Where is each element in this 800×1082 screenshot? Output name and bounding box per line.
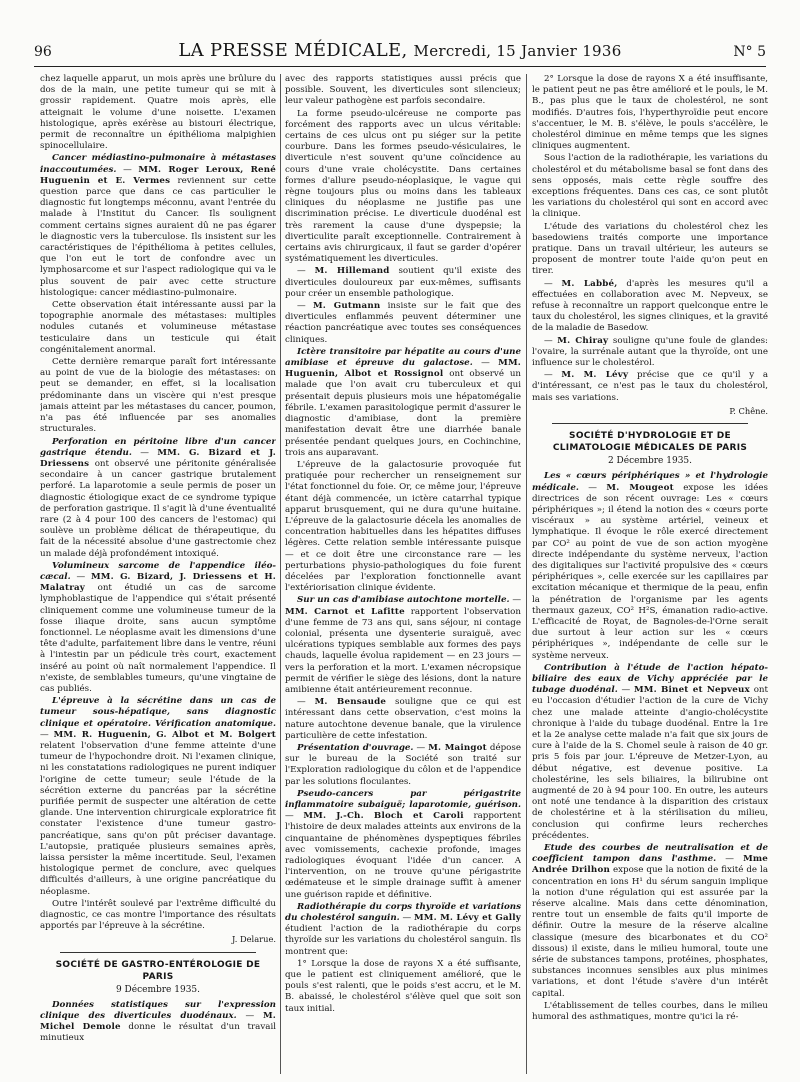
article-authors: MM. Roger Leroux, René Huguenin et E. Vermes xyxy=(40,164,276,186)
comment-text: d'après les mesures qu'il a effectuées en collaboration avec M. Nepveux, se refuse à reconnaître un rapport quelconque entre le taux du cholestérol, les signes cliniques, et la gravité de la maladie de Basedow. xyxy=(532,278,768,334)
issue-date: Mercredi, 15 Janvier 1936 xyxy=(413,42,622,60)
article-text: donne le résultat d'un travail minutieux xyxy=(40,1022,276,1044)
society-heading: SOCIÉTÉ D'HYDROLOGIE ET DE CLIMATOLOGIE MÉDICALES DE PARIS xyxy=(552,431,748,454)
article-entry: Contribution à l'étude de l'action hépato-biliaire des eaux de Vichy appréciée par le tubage duodénal. — MM. Binet et Nepveux ont eu l'occasion d'étudier l'action de la cure de Vichy chez une malade atteinte d'angio-cholécystite chronique à l'aide du tubage duodénal. Entre la 1re et la 2e analyse cette malade n'a fait que six jours de cure à l'aide de la S. Chomel seule à raison de 40 gr. pris 5 fois par jour. L'épreuve de Metzer-Lyon, au début négative, est devenue positive. La cholestérine, les sels biliaires, la bilirubine ont augmenté de 20 à 94 pour 100. En outre, les auteurs ont noté une tendance à la disparition des cristaux de cholestérine et à la stérilisation du milieu, conclusion qui confirme leurs recherches précédentes. xyxy=(532,662,768,841)
author-signature: P. Chêne. xyxy=(729,405,768,416)
article-authors: MM. G. Bizard et J. Driessens xyxy=(40,447,276,469)
commenter: M. Hillemand xyxy=(314,266,390,277)
column-divider xyxy=(280,74,281,1074)
article-authors: MM. Binet et Nepveux xyxy=(633,685,750,696)
article-text: rapportent l'observation d'une femme de 73 ans qui, sans séjour, ni contage colonial, présenta une dysenterie suraiguë, avec ulcérations typiques semblable aux formes des pays chauds, laquelle évolua rapidement — en 23 jours — vers la perforation et la mort. L'examen nécropsique permit de vérifier le siège des lésions, dont la nature amibienne était antérieurement reconnue. xyxy=(285,606,521,695)
article-title: Volumineux sarcome de l'appendice iléo-cæcal. xyxy=(40,560,276,582)
session-date: 2 Décembre 1935. xyxy=(607,456,693,467)
article-title: Pseudo-cancers par périgastrite inflammatoire subaiguë; laparotomie, guérison. xyxy=(285,788,521,810)
article-entry: L'épreuve à la sécrétine dans un cas de tumeur sous-hépatique, sans diagnostic clinique et opératoire. Vérification anatomique. — MM. R. Huguenin, G. Albot et M. Bolgert relatent l'observation d'une femme atteinte d'une tumeur de l'hypochondre droit. Ni l'examen clinique, ni les constatations radiologiques ne purent indiquer l'origine de cette tumeur; seule l'étude de la sécrétion externe du pancréas par la sécrétine purifiée permit de suspecter une altération de cette glande. Une intervention chirurgicale exploratrice fit constater l'existence d'une tumeur gastro-pancréatique, sans qu'on pût préciser davantage. L'autopsie, pratiquée plusieurs semaines après, laissa persister la même incertitude. Seul, l'examen histologique permet de conclure, avec quelques difficultés d'ailleurs, à une origine pancréatique du néoplasme. xyxy=(40,696,276,897)
journal-title: LA PRESSE MÉDICALE, xyxy=(178,40,408,61)
article-entry: Perforation en péritoine libre d'un cancer gastrique étendu. — MM. G. Bizard et J. Driessens ont observé une péritonite généralisée secondaire à un cancer gastrique brutalement perforé. La laparotomie a seule permis de poser un diagnostic étiologique exact de ce syndrome typique de perforation gastrique. Il s'agit là d'une éventualité rare (2 à 4 pour 100 des cancers de l'estomac) qui soulève un problème délicat de thérapeutique, du fait de la nécessité absolue d'une gastrectomie chez un malade déjà profondément intoxiqué. xyxy=(40,436,276,559)
article-text: relatent l'observation d'une femme atteinte d'une tumeur de l'hypochondre droit. Ni l'examen clinique, ni les constatations radiologiques ne purent indiquer l'origine de cette tumeur; seule l'étude de la sécrétion externe du pancréas par la sécrétine purifiée permit de suspecter une altération de cette glande. Une intervention chirurgicale exploratrice fit constater l'existence d'une tumeur gastro-pancréatique, sans qu'on pût préciser davantage. L'autopsie, pratiquée plusieurs semaines après, laissa persister la même incertitude. Seul, l'examen histologique permet de conclure, avec quelques difficultés d'ailleurs, à une origine pancréatique du néoplasme. xyxy=(40,740,276,897)
paragraph: chez laquelle apparut, un mois après une brûlure du dos de la main, une petite tumeur qui se mit à grossir rapidement. Quatre mois après, elle atteignait le volume d'une noisette. L'examen histologique, après exérèse au bistouri électrique, permit de reconnaître un épithélioma malpighien spinocellulaire. xyxy=(40,74,276,152)
comment-entry: — M. Gutmann insiste sur le fait que des diverticules enflammés peuvent déterminer une réaction pancréatique avec toutes ses conséquences cliniques. xyxy=(285,301,521,345)
comment-text: souligne que ce qui est intéressant dans cette observation, c'est moins la nature autochtone devenue banale, que la virulence particulière de cette infestation. xyxy=(285,697,521,741)
article-entry: Volumineux sarcome de l'appendice iléo-cæcal. — MM. G. Bizard, J. Driessens et H. Malatray ont étudié un cas de sarcome lymphoblastique de l'appendice qui s'était présenté cliniquement comme une volumineuse tumeur de la fosse iliaque droite, sans aucun symptôme fonctionnel. Le néoplasme avait les dimensions d'une tête d'adulte, parfaitement libre dans le ventre, réuni à l'intestin par un pédicule très court, exactement inséré au point où naît normalement l'appendice. Il n'existe, de semblables tumeurs, qu'une vingtaine de cas publiés. xyxy=(40,560,276,694)
article-entry: Ictère transitoire par hépatite au cours d'une amibiase et épreuve du galactose. — MM. Huguenin, Albot et Rossignol ont observé un malade que l'on avait cru tuberculeux et qui présentait depuis plusieurs mois une hépatomégalie fébrile. L'examen parasitologique permit d'assurer le diagnostic d'amibiase, dont la première manifestation devait être une diarrhée banale présentée pendant quelques jours, en Cochinchine, trois ans auparavant. xyxy=(285,346,521,458)
section-divider xyxy=(60,952,256,953)
commenter: M. Bensaude xyxy=(314,697,387,708)
comment-entry: — M. Chiray souligne qu'une foule de glandes: l'ovaire, la surrénale autant que la thyroïde, ont une influence sur le cholestérol. xyxy=(532,335,768,369)
article-title: Perforation en péritoine libre d'un cancer gastrique étendu. xyxy=(40,436,276,458)
article-text: rapportent l'histoire de deux malades atteints aux environs de la cinquantaine de phénomènes dyspeptiques fébriles avec vomissements, cachexie profonde, images radiologiques évoquant l'idée d'un cancer. A l'intervention, on ne trouve qu'une périgastrite œdémateuse et le simple drainage suffit à amener une guérison rapide et définitive. xyxy=(285,811,521,900)
author-signature: J. Delarue. xyxy=(232,934,276,945)
article-text: reviennent sur cette question parce que dans ce cas particulier le diagnostic fut longtemps méconnu, avant l'entrée du malade à l'Institut du Cancer. Ils soulignent comment certains signes auraient dû ne pas égarer le diagnostic vers la tuberculose. Ils insistent sur les caractéristiques de l'épithélioma à petites cellules, que l'on eut le tort de confondre avec un lymphosarcome et sur l'aspect radiologique qui va le plus souvent de pair avec cette structure histologique: cancer médiastino-pulmonaire. xyxy=(40,175,276,298)
article-text: ont étudié un cas de sarcome lymphoblastique de l'appendice qui s'était présenté cliniquement comme une volumineuse tumeur de la fosse iliaque droite, sans aucun symptôme fonctionnel. Le néoplasme avait les dimensions d'une tête d'adulte, parfaitement libre dans le ventre, réuni à l'intestin par un pédicule très court, exactement inséré au point où naît normalement l'appendice. Il n'existe, de semblables tumeurs, qu'une vingtaine de cas publiés. xyxy=(40,583,276,694)
article-title: Données statistiques sur l'expression clinique des diverticules duodénaux. xyxy=(40,999,276,1022)
journal-masthead xyxy=(34,40,766,61)
column-right xyxy=(532,74,768,1074)
article-authors: M. Maingot xyxy=(428,742,487,753)
article-text: ont observé une péritonite généralisée secondaire à un cancer gastrique brutalement perforé. La laparotomie a seule permis de poser un diagnostic étiologique exact de ce syndrome typique de perforation gastrique. Il s'agit là d'une éventualité rare (2 à 4 pour 100 des cancers de l'estomac) qui soulève un problème délicat de thérapeutique, du fait de la nécessité absolue d'une gastrectomie chez un malade déjà profondément intoxiqué. xyxy=(40,458,276,559)
article-entry: Pseudo-cancers par périgastrite inflammatoire subaiguë; laparotomie, guérison. — MM. J.-Ch. Bloch et Caroli rapportent l'histoire de deux malades atteints aux environs de la cinquantaine de phénomènes dyspeptiques fébriles avec vomissements, cachexie profonde, images radiologiques évoquant l'idée d'un cancer. A l'intervention, on ne trouve qu'une périgastrite œdémateuse et le simple drainage suffit à amener une guérison rapide et définitive. xyxy=(285,788,521,900)
article-title: Cancer médiastino-pulmonaire à métastases inaccoutumées. xyxy=(40,153,276,175)
section-divider xyxy=(552,423,748,424)
article-title: Etude des courbes de neutralisation et de coefficient tampon dans l'asthme. xyxy=(532,843,768,865)
article-title: Sur un cas d'amibiase autochtone mortelle. xyxy=(297,595,510,606)
paragraph: 2° Lorsque la dose de rayons X a été insuffisante, le patient peut ne pas être amélioré et le pouls, le M. B., pas plus que le taux de cholestérol, ne sont modifiés. D'autres fois, l'hyperthyroïdie peut encore s'accentuer, le M. B. s'élève, le pouls s'accélère, le cholestérol diminue en même temps que les signes cliniques augmentent. xyxy=(532,74,768,152)
article-title: Présentation d'ouvrage. xyxy=(297,742,414,753)
paragraph: Outre l'intérêt soulevé par l'extrême difficulté du diagnostic, ce cas montre l'importance des résultats apportés par l'épreuve à la sécrétine. xyxy=(40,898,276,932)
article-title: Ictère transitoire par hépatite au cours d'une amibiase et épreuve du galactose. xyxy=(285,346,521,369)
article-entry: Présentation d'ouvrage. — M. Maingot dépose sur le bureau de la Société son traité sur l'Exploration radiologique du côlon et de l'appendice par les solutions floculantes. xyxy=(285,742,521,787)
article-title: Radiothérapie du corps thyroïde et variations du cholestérol sanguin. xyxy=(285,901,521,924)
comment-text: précise que ce qu'il y a d'intéressant, ce n'est pas le taux du cholestérol, mais ses variations. xyxy=(532,370,768,403)
page-number: 96 xyxy=(34,44,52,60)
commenter: M. M. Lévy xyxy=(561,370,629,381)
comment-entry: — M. Labbé, d'après les mesures qu'il a effectuées en collaboration avec M. Nepveux, se refuse à reconnaître un rapport quelconque entre le taux du cholestérol, les signes cliniques, et la gravité de la maladie de Basedow. xyxy=(532,278,768,334)
article-title: L'épreuve à la sécrétine dans un cas de tumeur sous-hépatique, sans diagnostic clinique et opératoire. Vérification anatomique. xyxy=(40,696,276,729)
paragraph: Sous l'action de la radiothérapie, les variations du cholestérol et du métabolisme basal se font dans des sens opposés, mais cette règle souffre des exceptions fréquentes. Dans ces cas, ce sont plutôt les variations du cholestérol qui sont en accord avec la clinique. xyxy=(532,153,768,220)
issue-number: N° 5 xyxy=(733,44,766,60)
comment-text: souligne qu'une foule de glandes: l'ovaire, la surrénale autant que la thyroïde, ont une influence sur le cholestérol. xyxy=(532,335,768,369)
article-text: ont observé un malade que l'on avait cru tuberculeux et qui présentait depuis plusieurs mois une hépatomégalie fébrile. L'examen parasitologique permit d'assurer le diagnostic d'amibiase, dont la première manifestation devait être une diarrhée banale présentée pendant quelques jours, en Cochinchine, trois ans auparavant. xyxy=(285,369,521,458)
article-text: expose les idées directrices de son récent ouvrage: Les « cœurs périphériques »; il étend la notion des « cœurs porte viscéraux » au système artériel, veineux et lymphatique. Il évoque le rôle exercé directement par CO² au point de vue de son action myogène directe indépendante du système nerveux, l'action des digitaliques sur l'activité propulsive des « cœurs périphériques », celle exercée sur les capillaires par excitation mécanique et thermique de la peau, enfin la pénétration de l'organisme par les agents thermaux gazeux, CO² H²S, émanation radio-active. L'efficacité de Royat, de Bagnoles-de-l'Orne serait due surtout à leur action sur les « cœurs périphériques », indépendante de celle sur le système nerveux. xyxy=(532,482,768,661)
article-authors: Mme Andrée Drilhon xyxy=(532,854,768,876)
paragraph: Cette observation était intéressante aussi par la topographie anormale des métastases: multiples nodules cutanés et volumineuse métastase testiculaire dans un testicule qui était congénitalement anormal. xyxy=(40,300,276,355)
comment-text: insiste sur le fait que des diverticules enflammés peuvent déterminer une réaction pancréatique avec toutes ses conséquences cliniques. xyxy=(285,301,521,345)
article-authors: MM. M. Lévy et Gally xyxy=(413,913,521,924)
paragraph: La forme pseudo-ulcéreuse ne comporte pas forcément des rapports avec un ulcus véritable: certains de ces ulcus ont pu siéger sur la petite courbure. Dans les formes pseudo-vésiculaires, le diverticule n'est souvent qu'une coïncidence au cours d'une vraie cholécystite. Dans certaines formes d'allure pseudo-néoplasique, le vague qui règne toujours plus ou moins dans les tableaux cliniques du néoplasme ne justifie pas une discrimination précise. Le diverticule duodénal est très rarement la cause d'une dyspepsie; la diverticulite paraît exceptionnelle. Contrairement à certains avis chirurgicaux, il faut se garder d'opérer systématiquement les diverticules. xyxy=(285,108,521,265)
article-entry: Cancer médiastino-pulmonaire à métastases inaccoutumées. — MM. Roger Leroux, René Huguenin et E. Vermes reviennent sur cette question parce que dans ce cas particulier le diagnostic fut longtemps méconnu, avant l'entrée du malade à l'Institut du Cancer. Ils soulignent comment certains signes auraient dû ne pas égarer le diagnostic vers la tuberculose. Ils insistent sur les caractéristiques de l'épithélioma à petites cellules, que l'on eut le tort de confondre avec un lymphosarcome et sur l'aspect radiologique qui va le plus souvent de pair avec cette structure histologique: cancer médiastino-pulmonaire. xyxy=(40,153,276,298)
article-title: Contribution à l'étude de l'action hépato-biliaire des eaux de Vichy appréciée par le tubage duodénal. xyxy=(532,662,768,696)
paragraph: Cette dernière remarque paraît fort intéressante au point de vue de la biologie des métastases: on peut se demander, en effet, si la localisation prédominante dans un viscère qui n'est presque jamais atteint par les métastases du cancer, poumon, n'a pas été influencée par ses anomalies structurales. xyxy=(40,357,276,435)
article-authors: MM. R. Huguenin, G. Albot et M. Bolgert xyxy=(53,729,276,740)
commenter: M. Chiray xyxy=(557,335,609,346)
article-text: étudient l'action de la radiothérapie du corps thyroïde sur les variations du cholestérol sanguin. Ils montrent que: xyxy=(285,924,521,957)
paragraph: 1° Lorsque la dose de rayons X a été suffisante, que le patient est cliniquement amélioré, que le pouls s'est ralenti, que le poids s'est accru, et le M. B. abaissé, le cholestérol s'élève quel que soit son taux initial. xyxy=(285,958,521,1014)
comment-text: soutient qu'il existe des diverticules douloureux par eux-mêmes, suffisants pour créer un ensemble pathologique. xyxy=(285,266,521,299)
comment-entry: — M. M. Lévy précise que ce qu'il y a d'intéressant, ce n'est pas le taux du cholestérol, mais ses variations. xyxy=(532,370,768,403)
page-header xyxy=(34,30,766,67)
paragraph: L'étude des variations du cholestérol chez les basedowiens traités comporte une importance pratique. Dans un travail ultérieur, les auteurs se proposent de montrer toute l'aide qu'on peut en tirer. xyxy=(532,221,768,277)
article-authors: MM. Huguenin, Albot et Rossignol xyxy=(285,358,521,380)
column-left xyxy=(40,74,276,1074)
paragraph: L'épreuve de la galactosurie provoquée fut pratiquée pour rechercher un renseignement sur l'état fonctionnel du foie. Or, ce même jour, l'épreuve étant déjà commencée, un ictère catarrhal typique apparut brusquement, qui ne dura qu'une huitaine. L'épreuve de la galactosurie décela les anomalies de concentration habituelles dans les hépatites diffuses légères. Cette relation semble intéressante puisque — et ce doit être une circonstance rare — les perturbations physio-pathologiques du foie furent décelées par l'exploration fonctionnelle avant l'extériorisation clinique évidente. xyxy=(285,459,521,594)
paragraph: avec des rapports statistiques aussi précis que possible. Souvent, les diverticules sont silencieux; leur valeur pathogène est parfois secondaire. xyxy=(285,74,521,107)
comment-entry: — M. Hillemand soutient qu'il existe des diverticules douloureux par eux-mêmes, suffisants pour créer un ensemble pathologique. xyxy=(285,266,521,299)
article-text: expose que la notion de fixité de la concentration en ions H¹ du sérum sanguin implique la notion d'une régulation qui est assurée par la réserve alcaline. Mais dans cette dénomination, rentre tout un ensemble de faits qu'il importe de définir. Outre la mesure de la réserve alcaline classique (mesure des bicarbonates et du CO² dissous) il existe, dans le milieu humoral, toute une série de substances tampons, protéines, phosphates, substances inconnues sensibles aux plus minimes variations, et dont l'étude s'avère d'un intérêt capital. xyxy=(532,865,768,999)
society-heading: SOCIÉTÉ DE GASTRO-ENTÉROLOGIE DE PARIS xyxy=(55,959,261,982)
column-divider xyxy=(526,74,527,1074)
article-entry: Etude des courbes de neutralisation et de coefficient tampon dans l'asthme. — Mme Andrée Drilhon expose que la notion de fixité de la concentration en ions H¹ du sérum sanguin implique la notion d'une régulation qui est assurée par la réserve alcaline. Mais dans cette dénomination, rentre tout un ensemble de faits qu'il importe de définir. Outre la mesure de la réserve alcaline classique (mesure des bicarbonates et du CO² dissous) il existe, dans le milieu humoral, toute une série de substances tampons, protéines, phosphates, substances inconnues sensibles aux plus minimes variations, et dont l'étude s'avère d'un intérêt capital. xyxy=(532,843,768,999)
column-middle xyxy=(285,74,521,1074)
article-text: dépose sur le bureau de la Société son traité sur l'Exploration radiologique du côlon et de l'appendice par les solutions floculantes. xyxy=(285,742,521,787)
commenter: M. Labbé, xyxy=(561,278,618,289)
comment-entry: — M. Bensaude souligne que ce qui est intéressant dans cette observation, c'est moins la nature autochtone devenue banale, que la virulence particulière de cette infestation. xyxy=(285,697,521,741)
article-entry: Les « cœurs périphériques » et l'hydrologie médicale. — M. Mougeot expose les idées directrices de son récent ouvrage: Les « cœurs périphériques »; il étend la notion des « cœurs porte viscéraux » au système artériel, veineux et lymphatique. Il évoque le rôle exercé directement par CO² au point de vue de son action myogène directe indépendante du système nerveux, l'action des digitaliques sur l'activité propulsive des « cœurs périphériques », celle exercée sur les capillaires par excitation mécanique et thermique de la peau, enfin la pénétration de l'organisme par les agents thermaux gazeux, CO² H²S, émanation radio-active. L'efficacité de Royat, de Bagnoles-de-l'Orne serait due surtout à leur action sur les « cœurs périphériques », indépendante de celle sur le système nerveux. xyxy=(532,471,768,661)
article-authors: MM. J.-Ch. Bloch et Caroli xyxy=(303,811,464,822)
article-authors: MM. G. Bizard, J. Driessens et H. Malatray xyxy=(40,571,276,594)
article-authors: M. Michel Demole xyxy=(40,1011,276,1033)
article-entry: Sur un cas d'amibiase autochtone mortelle. — MM. Carnot et Lafitte rapportent l'observation d'une femme de 73 ans qui, sans séjour, ni contage colonial, présenta une dysenterie suraiguë, avec ulcérations typiques semblable aux formes des pays chauds, laquelle évolua rapidement — en 23 jours — vers la perforation et la mort. L'examen nécropsique permit de vérifier le siège des lésions, dont la nature amibienne était antérieurement reconnue. xyxy=(285,595,521,695)
commenter: M. Gutmann xyxy=(312,301,381,312)
article-title: Les « cœurs périphériques » et l'hydrologie médicale. xyxy=(532,471,768,493)
article-authors: M. Mougeot xyxy=(606,482,674,493)
paragraph: L'établissement de telles courbes, dans le milieu humoral des asthmatiques, montre qu'ici la ré- xyxy=(532,1000,768,1023)
session-date: 9 Décembre 1935. xyxy=(115,984,201,995)
article-entry: Données statistiques sur l'expression clinique des diverticules duodénaux. — M. Michel Demole donne le résultat d'un travail minutieux xyxy=(40,999,276,1044)
article-text: ont eu l'occasion d'étudier l'action de la cure de Vichy chez une malade atteinte d'angio-cholécystite chronique à l'aide du tubage duodénal. Entre la 1re et la 2e analyse cette malade n'a fait que six jours de cure à l'aide de la S. Chomel seule à raison de 40 gr. pris 5 fois par jour. L'épreuve de Metzer-Lyon, au début négative, est devenue positive. La cholestérine, les sels biliaires, la bilirubine ont augmenté de 20 à 94 pour 100. En outre, les auteurs ont noté une tendance à la disparition des cristaux de cholestérine et à la stérilisation du milieu, conclusion qui confirme leurs recherches précédentes. xyxy=(532,685,768,841)
article-authors: MM. Carnot et Lafitte xyxy=(285,606,405,617)
article-entry: Radiothérapie du corps thyroïde et variations du cholestérol sanguin. — MM. M. Lévy et Gally étudient l'action de la radiothérapie du corps thyroïde sur les variations du cholestérol sanguin. Ils montrent que: xyxy=(285,901,521,957)
